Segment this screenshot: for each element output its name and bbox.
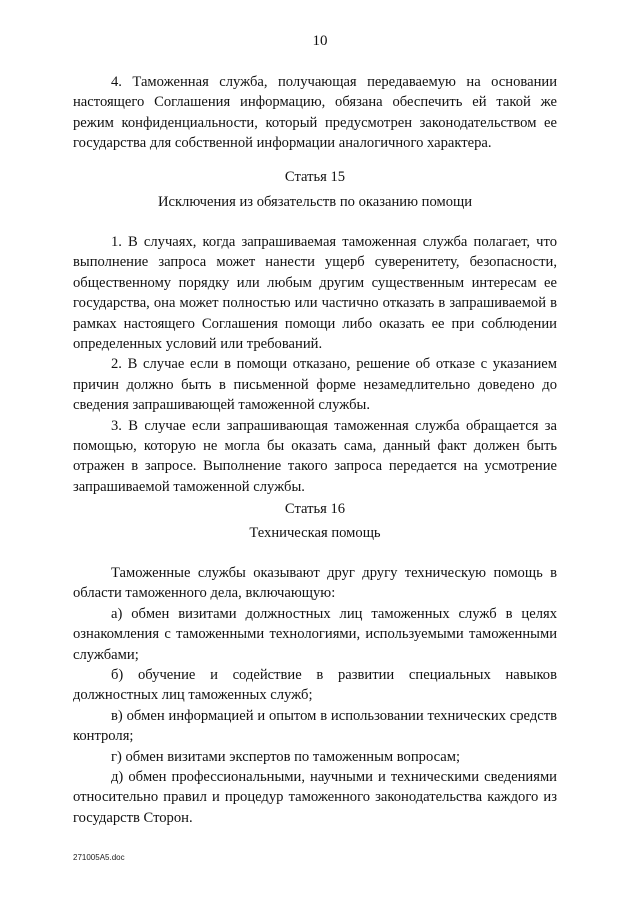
article-16-intro: Таможенные службы оказывают друг другу техническую помощь в области таможенного дела, включающую: bbox=[73, 565, 557, 602]
footer-filename: 271005A5.doc bbox=[73, 853, 125, 862]
article-16-title: Техническая помощь bbox=[249, 525, 381, 541]
article-16-item-d: г) обмен визитами экспертов по таможенным вопросам; bbox=[111, 748, 461, 765]
article-16-number: Статья 16 bbox=[284, 501, 346, 517]
article-15-title-block bbox=[73, 192, 557, 212]
article-16-item-e: д) обмен профессиональными, научными и техническими сведениями относительно правил и процедур таможенного законодательства каждого из государств Сторон. bbox=[73, 769, 557, 826]
article-15-body bbox=[73, 232, 557, 497]
article-16-item-a: а) обмен визитами должностных лиц таможенных служб в целях ознакомления с таможенными технологиями, используемыми таможенными службами; bbox=[73, 605, 557, 663]
article-15-paragraph-2: 2. В случае если в помощи отказано, решение об отказе с указанием причин должно быть в письменной форме незамедлительно доведено до сведения запрашивающей таможенной службы. bbox=[73, 356, 557, 414]
article-15-number: Статья 15 bbox=[284, 169, 346, 185]
article-15-paragraph-3: 3. В случае если запрашивающая таможенная служба обращается за помощью, которую не могла бы оказать сама, данный факт должен быть отражен в запросе. Выполнение такого запроса передается на усмотрение запрашиваемой таможенной службы. bbox=[73, 417, 557, 495]
article-16-item-c: в) обмен информацией и опытом в использовании технических средств контроля; bbox=[73, 707, 557, 745]
article-15-heading bbox=[73, 167, 557, 187]
page-number: 10 bbox=[312, 33, 328, 49]
article-15-paragraph-1: 1. В случаях, когда запрашиваемая таможенная служба полагает, что выполнение запроса может нанести ущерб суверенитету, безопасности, общественному порядку или любым другим существенным интересам ее государства, она может полностью или частично отказать в запрашиваемой в рамках настоящего Соглашения помощи либо оказать ее при соблюдении определенных условий или требований. bbox=[73, 234, 557, 353]
article-16-item-b: б) обучение и содействие в развитии специальных навыков должностных лиц таможенных служб; bbox=[73, 667, 557, 704]
article-16-heading bbox=[73, 499, 557, 519]
section-4-block bbox=[73, 72, 557, 154]
section-4-paragraph: 4. Таможенная служба, получающая передаваемую на основании настоящего Соглашения информацию, обязана обеспечить ей такой же режим конфиденциальности, который предусмотрен законодательством ее государства для собственной информации аналогичного характера. bbox=[73, 74, 557, 152]
article-15-title: Исключения из обязательств по оказанию помощи bbox=[157, 194, 473, 210]
article-16-title-block bbox=[73, 523, 557, 543]
article-16-body bbox=[73, 563, 557, 828]
